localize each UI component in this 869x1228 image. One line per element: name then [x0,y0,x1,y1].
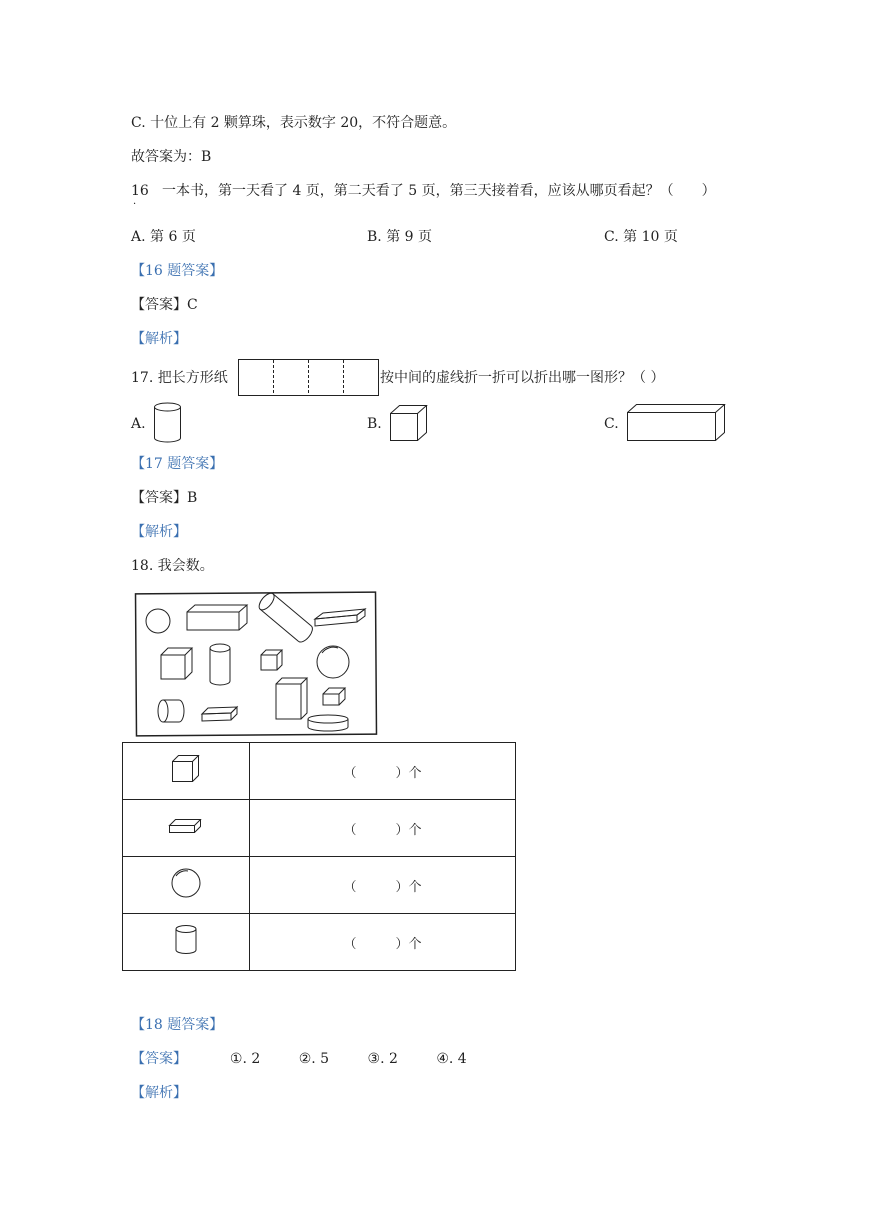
count-blank[interactable]: （ ）个 [250,857,516,914]
row-icon-cell [123,914,250,971]
sphere-icon [317,646,349,678]
question-16-answer: 【答案】C [131,297,198,313]
row-icon-cell [123,800,250,857]
row-icon-cell [123,743,250,800]
answer-item-3: ③. 2 [367,1051,398,1067]
cylinder-icon [210,644,230,685]
table-row [123,914,516,971]
cube-icon [389,404,431,442]
question-16-option-b: B. 第 9 页 [367,229,432,245]
question-17-answer-header: 【17 题答案】 [131,456,224,472]
table-row [123,743,516,800]
question-18-answer-header: 【18 题答案】 [131,1017,224,1033]
question-18-stem: 18. 我会数。 [131,558,214,574]
shapes-picture [133,589,379,739]
question-18-answer [131,1050,501,1068]
count-blank[interactable]: （ ）个 [250,914,516,971]
count-blank[interactable]: （ ）个 [250,800,516,857]
question-16-answer-header: 【16 题答案】 [131,263,224,279]
cylinder-icon [308,715,348,731]
cube-icon [261,650,282,670]
option-c-explanation: C. 十位上有 2 颗算珠，表示数字 20，不符合题意。 [131,115,457,131]
cylinder-icon [256,591,315,645]
table-row [123,857,516,914]
answer-item-4: ④. 4 [436,1051,467,1067]
counting-table [122,742,516,971]
question-18-analysis: 【解析】 [131,1085,187,1101]
cuboid-icon [168,817,204,835]
question-17-analysis: 【解析】 [131,524,187,540]
count-blank[interactable]: （ ）个 [250,743,516,800]
cylinder-icon [158,700,184,722]
cuboid-icon [187,605,247,630]
cube-icon [170,754,202,784]
cuboid-icon [315,609,365,626]
question-17-answer: 【答案】B [131,490,198,506]
question-17-option-c: C. [604,416,619,432]
conclusion-line: 故答案为：B [131,149,212,165]
row-icon-cell [123,857,250,914]
question-17-stem-before: 17. 把长方形纸 [131,370,228,386]
cuboid-icon [323,688,345,705]
answer-label: 【答案】 [131,1051,187,1067]
cylinder-icon [153,402,183,444]
cuboid-icon [626,403,728,443]
answer-item-2: ②. 5 [298,1051,330,1067]
answer-item-1: ①. 2 [229,1051,261,1067]
question-17-option-a: A. [131,416,146,432]
question-16-dot: · [133,199,137,210]
cube-icon [161,648,192,679]
cuboid-icon [202,707,237,721]
question-16-option-c: C. 第 10 页 [604,229,678,245]
question-16-stem: 一本书，第一天看了 4 页，第二天看了 5 页，第三天接着看，应该从哪页看起？（ ） [162,183,716,199]
question-17-option-b: B. [367,416,382,432]
question-17-stem-after: 按中间的虚线折一折可以折出哪一图形？（ ） [380,370,665,386]
question-16-number: 16 [131,183,149,199]
sphere-icon [170,867,202,899]
table-row [123,800,516,857]
question-16-analysis: 【解析】 [131,331,187,347]
cuboid-icon [276,678,307,719]
cylinder-icon [173,924,199,956]
question-16-option-a: A. 第 6 页 [131,229,196,245]
folding-paper-strip-figure [238,359,380,397]
sphere-icon [146,609,170,633]
